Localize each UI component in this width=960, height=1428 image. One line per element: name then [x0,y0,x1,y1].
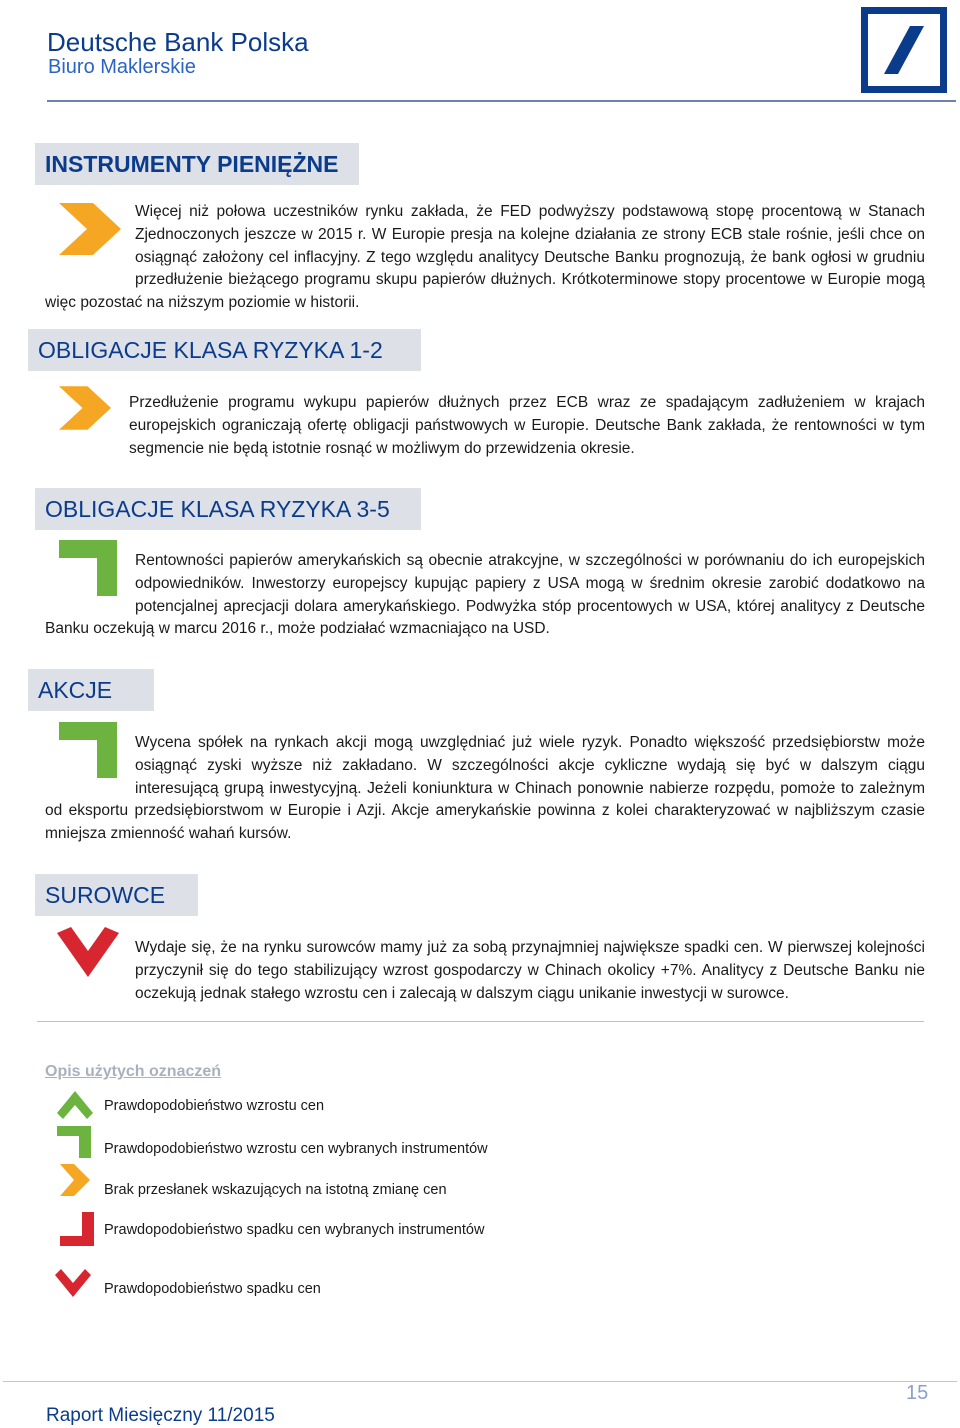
footer-divider [3,1381,957,1382]
legend-title: Opis użytych oznaczeń [45,1063,222,1080]
red-chevron-down-icon [55,1269,91,1297]
orange-arrow-icon [60,1164,90,1196]
content-divider [37,1021,924,1022]
paragraph-text: Wycena spółek na rynkach akcji mogą uwzględniać już wiele ryzyk. Ponadto większość przedsiębiorstw może osiągnąć zyski wyższe niż zakładano. W szczególności akcje cykliczne wydają się być w dalszym ciągu interesującą grupą inwestycyjną. Jeżeli koniunktura w Chinach ponownie nabierze rozpędu, pomoże to zależnym od eksportu przedsiębiorstwom w Europie i Azji. Akcje amerykańskie powinna z kolei charakteryzować w najbliższym czasie mniejsza zmienność wahań kursów. [45,734,925,843]
page-number: 15 [906,1382,929,1404]
paragraph-text: Więcej niż połowa uczestników rynku zakłada, że FED podwyższy podstawową stopę procentową w Stanach Zjednoczonych jeszcze w 2015 r. W Europie presja na kolejne działania ze strony ECB stale rośnie, jeśli chce on osiągnąć założony cel inflacyjny. Z tego względu analitycy Deutsche Banku prognozują, że bank ogłosi w grudniu przedłużenie bieżącego programu skupu papierów dłużnych. Krótkoterminowe stopy procentowe w Europie mogą więc pozostać na niższym poziomie w historii. [45,203,925,312]
legend-item-label: Prawdopodobieństwo wzrostu cen [104,1098,325,1114]
green-corner-icon [45,732,135,780]
paragraph-text: Rentowności papierów amerykańskich są obecnie atrakcyjne, w szczególności w porównaniu do ich europejskich odpowiedników. Inwestorzy europejscy kupując papiery z USA mogą w średnim okresie zarobić dodatkowo na potencjalnej aprecjacji dolara amerykańskiego. Podwyżka stóp procentowych w USA, której analitycy z Deutsche Banku oczekują w marcu 2016 r., może podziałać wzmacniająco na USD. [45,552,925,638]
section-text-bonds-1-2 [45,392,925,460]
brand-name: Deutsche Bank Polska [47,27,309,57]
section-title-stocks: AKCJE [28,669,154,711]
orange-arrow-icon [45,392,129,440]
section-text-commodities [45,937,925,1005]
section-title-commodities: SUROWCE [35,874,198,916]
orange-arrow-icon [45,201,135,271]
legend-item-label: Brak przesłanek wskazujących na istotną zmianę cen [104,1182,447,1198]
header-divider [47,100,956,102]
brand-subtitle: Biuro Maklerskie [48,56,196,78]
legend-item-label: Prawdopodobieństwo spadku cen wybranych instrumentów [104,1222,485,1238]
section-text-bonds-3-5 [45,550,925,641]
green-corner-icon [45,550,135,598]
paragraph-text: Wydaje się, że na rynku surowców mamy już za sobą przynajmniej największe spadki cen. W pierwszej kolejności przyczynił się do tego stabilizujący wzrost gospodarczy w Chinach okolicy +7%. Analitycy z Deutsche Banku nie oczekują jednak stałego wzrostu cen i zalecają w dalszym ciągu unikanie inwestycji w surowce. [135,939,925,1002]
green-corner-icon [57,1126,91,1158]
legend-item-label: Prawdopodobieństwo spadku cen [104,1281,321,1297]
legend-item-label: Prawdopodobieństwo wzrostu cen wybranych instrumentów [104,1141,488,1157]
deutsche-bank-logo [861,7,947,93]
red-corner-icon [60,1212,94,1246]
report-title: Raport Miesięczny 11/2015 [46,1405,275,1426]
section-text-money-market [45,201,925,315]
section-title-money-market: INSTRUMENTY PIENIĘŻNE [35,143,359,185]
red-chevron-down-icon [45,937,135,985]
paragraph-text: Przedłużenie programu wykupu papierów dłużnych przez ECB wraz ze spadającym zadłużeniem w krajach europejskich ograniczają ofertę obligacji państwowych w Europie. Deutsche Bank zakłada, że rentowności w tym segmencie nie będą istotnie rosnąć w możliwym do przewidzenia okresie. [129,394,925,457]
section-text-stocks [45,732,925,846]
green-chevron-up-icon [57,1091,93,1119]
section-title-bonds-1-2: OBLIGACJE KLASA RYZYKA 1-2 [28,329,421,371]
section-title-bonds-3-5: OBLIGACJE KLASA RYZYKA 3-5 [35,488,421,530]
